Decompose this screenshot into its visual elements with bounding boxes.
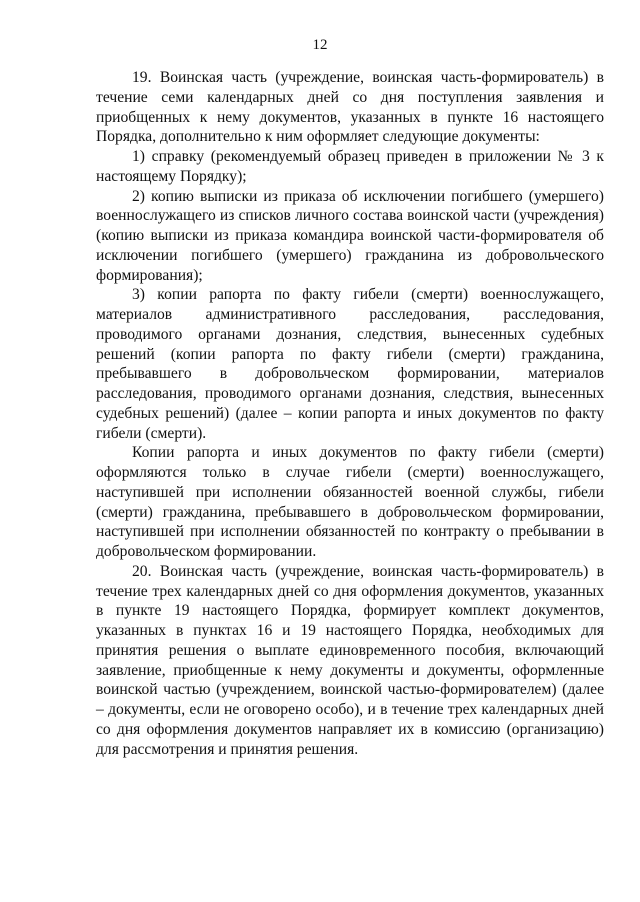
paragraph-item-20: 20. Воинская часть (учреждение, воинская часть-формирователь) в течение трех календарных дней со дня оформления документов, указанных в пункте 19 настоящего Порядка, формирует комплект документов, указанных в пунктах 16 и 19 настоящего Порядка, необходимых для принятия решения о выплате единовременного пособия, включающий заявление, приобщенные к нему документы и документы, оформленные воинской частью (учреждением, воинской частью-формирователем) (далее – документы, если не оговорено особо), и в течение трех календарных дней со дня оформления документов направляет их в комиссию (организацию) для рассмотрения и принятия решения.: [96, 562, 604, 758]
paragraph-subitem-3: 3) копии рапорта по факту гибели (смерти) военнослужащего, материалов административного расследования, расследования, проводимого органами дознания, следствия, вынесенных судебных решений (копии рапорта по факту гибели (смерти) гражданина, пребывавшего в добровольческом формировании, материалов расследования, проводимого органами дознания, следствия, вынесенных судебных решений) (далее – копии рапорта и иных документов по факту гибели (смерти).: [96, 286, 604, 442]
paragraph-subitem-1: 1) справку (рекомендуемый образец приведен в приложении № 3 к настоящему Порядку);: [96, 148, 604, 185]
paragraph-report-copies: Копии рапорта и иных документов по факту гибели (смерти) оформляются только в случае гибели (смерти) военнослужащего, наступившей при исполнении обязанностей военной службы, гибели (смерти) гражданина, пребывавшего в добровольческом формировании, наступившей при исполнении обязанностей по контракту о пребывании в добровольческом формировании.: [96, 444, 604, 560]
document-body: [96, 68, 604, 759]
paragraph-subitem-2: 2) копию выписки из приказа об исключении погибшего (умершего) военнослужащего из списков личного состава воинской части (учреждения) (копию выписки из приказа командира воинской части-формирователя об исключении погибшего (умершего) гражданина из добровольческого формирования);: [96, 187, 604, 284]
page-number: 12: [312, 37, 328, 53]
paragraph-item-19: 19. Воинская часть (учреждение, воинская часть-формирователь) в течение семи календарных дней со дня поступления заявления и приобщенных к нему документов, указанных в пункте 16 настоящего Порядка, дополнительно к ним оформляет следующие документы:: [96, 69, 604, 146]
